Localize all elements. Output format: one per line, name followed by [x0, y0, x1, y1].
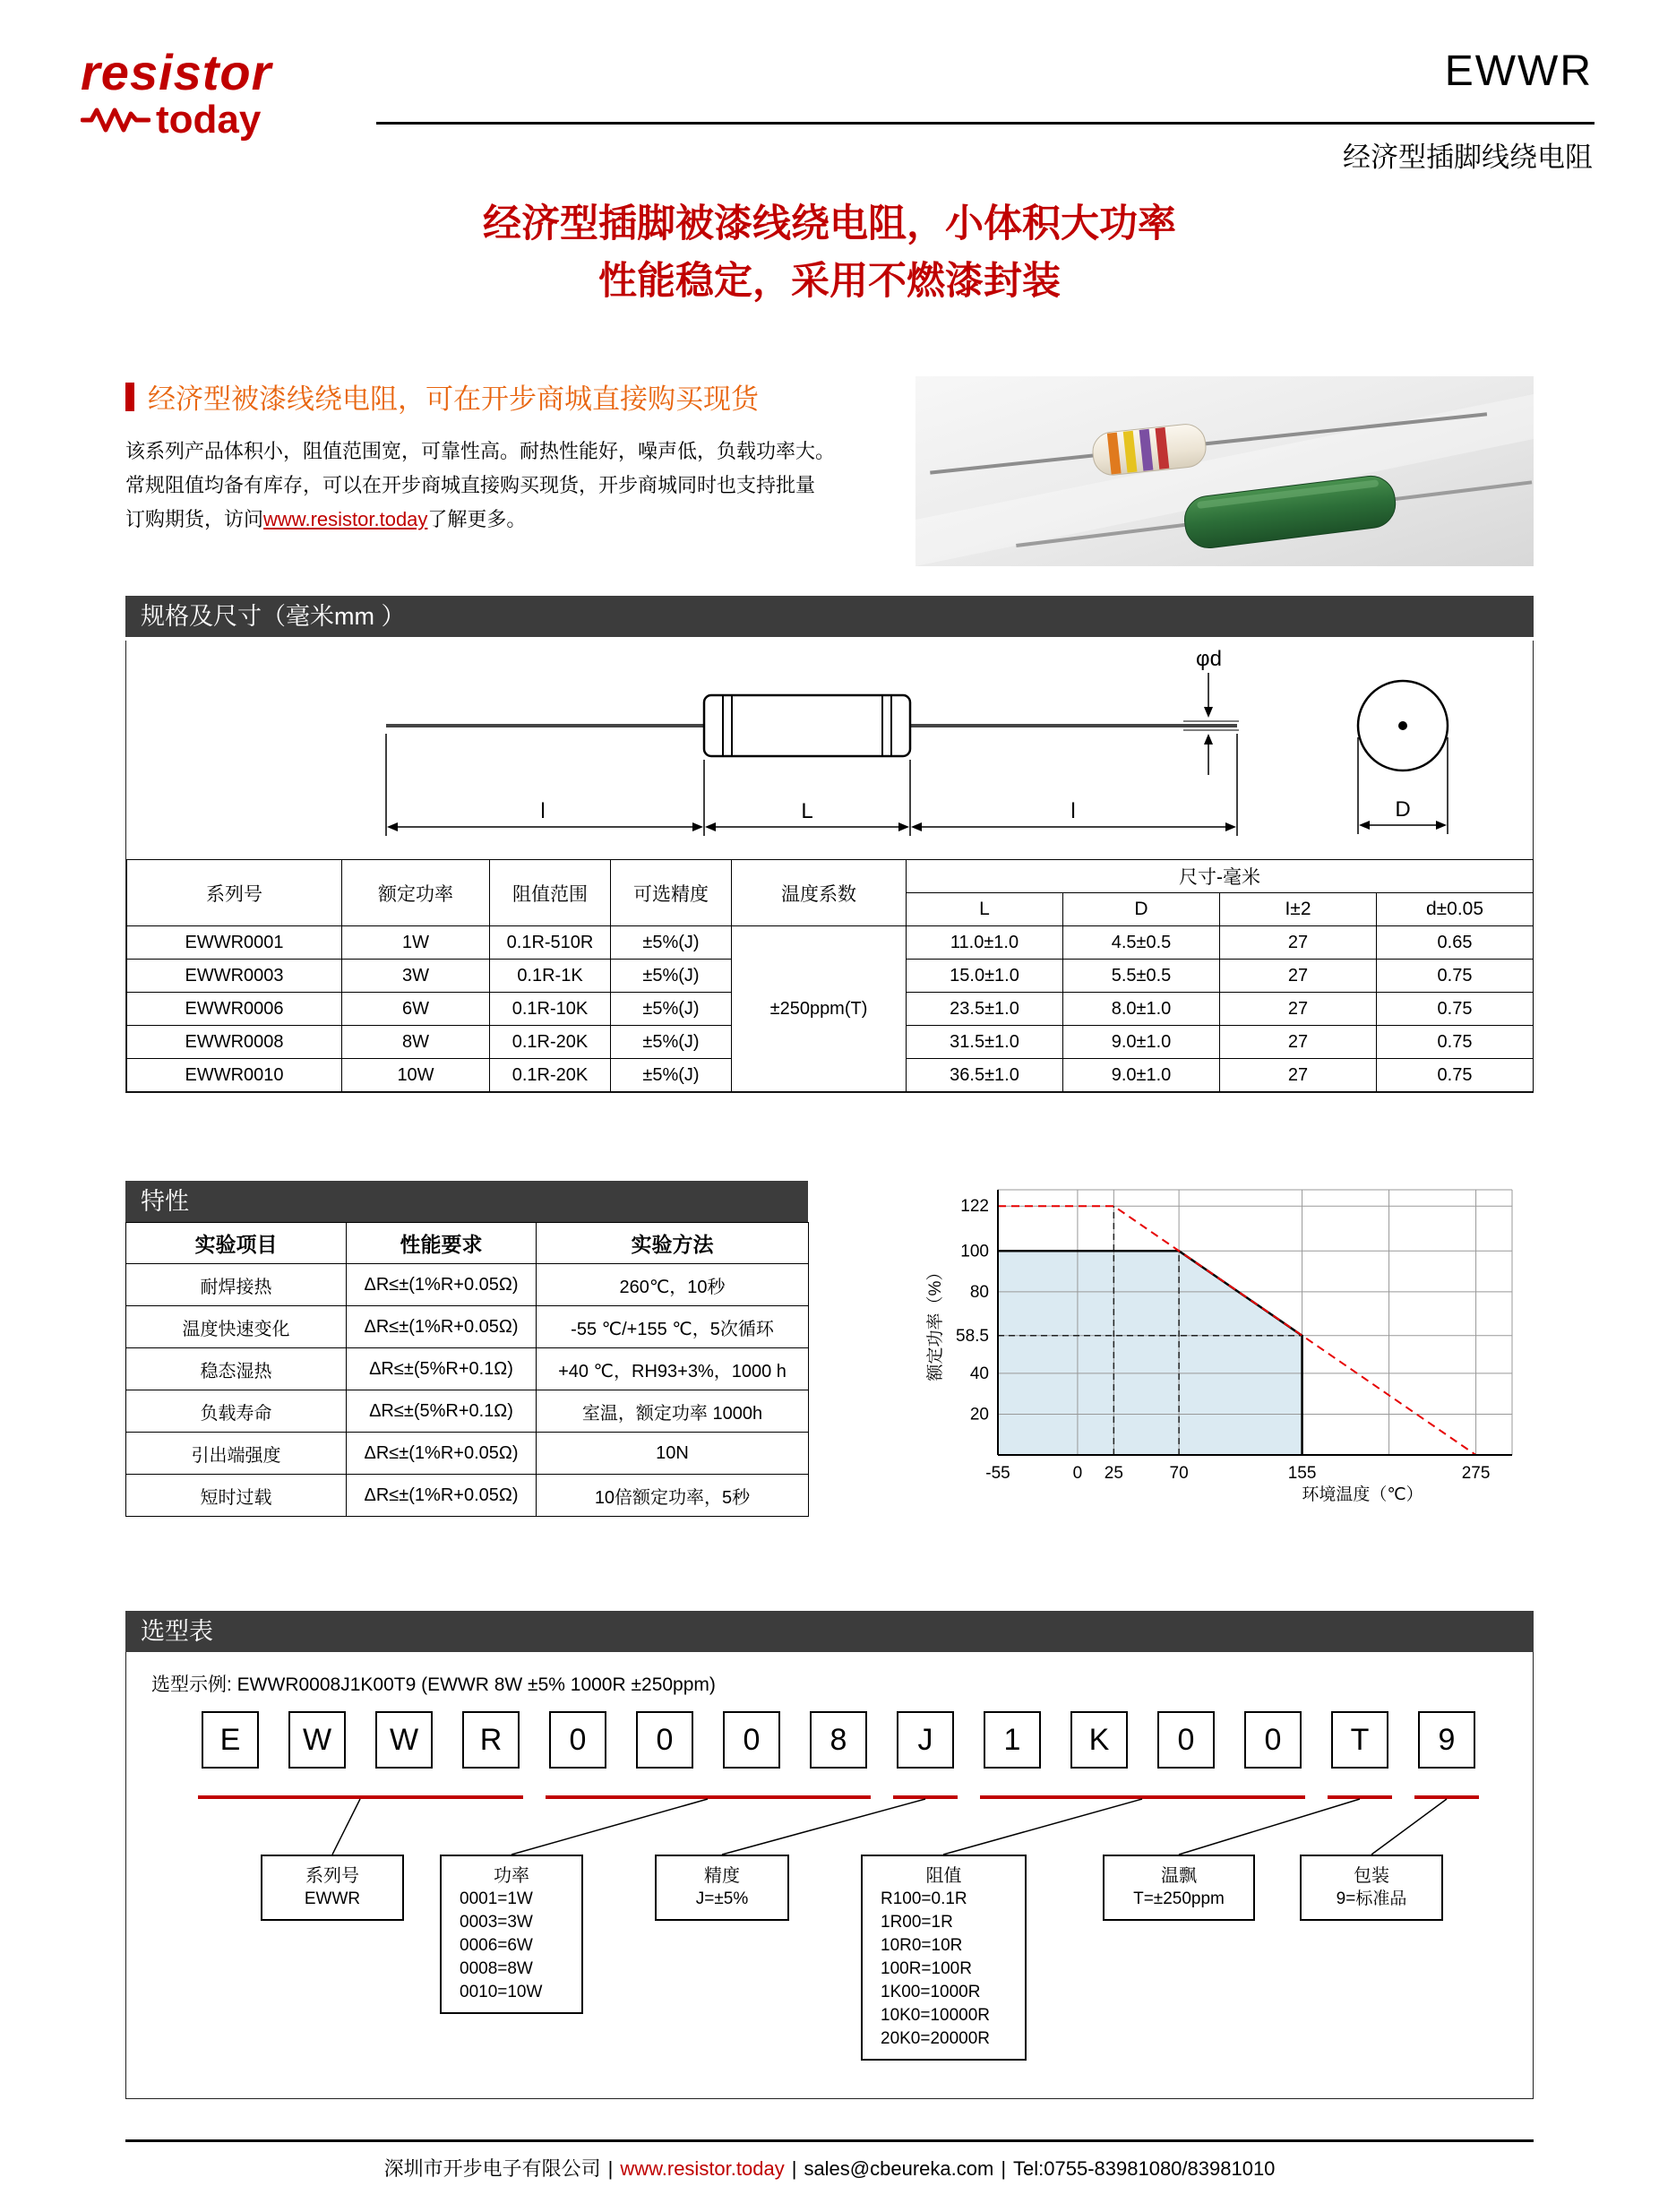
selection-box [125, 1652, 1534, 2099]
code-char-box: T [1331, 1711, 1388, 1769]
code-char-box: 8 [810, 1711, 867, 1769]
char-header-requirement: 性能要求 [347, 1223, 537, 1264]
tc-cell: ±250ppm(T) [732, 926, 907, 1092]
power-cell: 10W [342, 1059, 490, 1092]
footer-separator: | [791, 2157, 797, 2180]
spec-header-tc: 温度系数 [732, 860, 907, 926]
dim-I-cell: 27 [1220, 960, 1377, 993]
group-line: 0003=3W [460, 1913, 533, 1932]
char-row [126, 1390, 809, 1433]
body-length-label: L [801, 799, 813, 823]
code-char-box: W [375, 1711, 433, 1769]
lead-length-left-label: l [540, 799, 546, 823]
tolerance-cell: ±5%(J) [611, 993, 732, 1026]
spec-table [126, 859, 1534, 1092]
page-title [125, 195, 1534, 310]
product-model: EWWR [1444, 47, 1593, 95]
char-row [126, 1348, 809, 1390]
spec-header-dims: 尺寸-毫米 [907, 860, 1534, 893]
group-line: J=±5% [695, 1889, 749, 1908]
dim-d-cell: 0.65 [1377, 926, 1534, 960]
svg-text:40: 40 [969, 1364, 989, 1383]
code-char-box: K [1070, 1711, 1128, 1769]
dim-d-cell: 0.75 [1377, 993, 1534, 1026]
logo-text-resistor: resistor [81, 44, 272, 100]
char-row [126, 1475, 809, 1517]
char-item-cell: 稳态湿热 [126, 1348, 347, 1390]
code-char-box: 9 [1418, 1711, 1475, 1769]
char-row [126, 1264, 809, 1306]
part-number-diagram [144, 1711, 1515, 2080]
code-char-box: 0 [636, 1711, 693, 1769]
group-line: 0010=10W [460, 1983, 543, 2001]
spec-section-title: 规格及尺寸（毫米mm ） [125, 596, 1534, 637]
group-line: 1K00=1000R [881, 1983, 981, 2001]
lead-length-right-label: l [1070, 799, 1076, 823]
svg-text:25: 25 [1104, 1464, 1123, 1483]
char-header-method: 实验方法 [537, 1223, 809, 1264]
char-row [126, 1433, 809, 1475]
char-req-cell: ΔR≤±(1%R+0.05Ω) [347, 1306, 537, 1348]
code-char-box: 1 [984, 1711, 1041, 1769]
logo-text-today: today [156, 98, 262, 142]
footer-separator: | [607, 2157, 614, 2180]
char-method-cell: 260℃，10秒 [537, 1264, 809, 1306]
intro-line-3-pre: 订购期货，访问 [125, 508, 264, 530]
code-char-box: E [202, 1711, 259, 1769]
characteristics-section [125, 1181, 808, 1517]
svg-text:80: 80 [969, 1282, 989, 1302]
selection-section-title: 选型表 [125, 1611, 1534, 1652]
dim-D-cell: 4.5±0.5 [1063, 926, 1220, 960]
svg-text:70: 70 [1169, 1464, 1189, 1483]
dim-L-cell: 31.5±1.0 [907, 1026, 1063, 1059]
footer [0, 2154, 1659, 2182]
brand-logo [81, 44, 272, 142]
characteristics-section-title: 特性 [125, 1181, 808, 1222]
char-req-cell: ΔR≤±(1%R+0.05Ω) [347, 1264, 537, 1306]
char-req-cell: ΔR≤±(1%R+0.05Ω) [347, 1433, 537, 1475]
footer-company: 深圳市开步电子有限公司 [383, 2157, 601, 2180]
resistor-body-outline [704, 695, 910, 756]
code-char-box: R [462, 1711, 520, 1769]
svg-text:0: 0 [1072, 1464, 1083, 1483]
code-char-box: 0 [723, 1711, 780, 1769]
red-accent-bar [125, 383, 134, 411]
svg-text:-55: -55 [985, 1464, 1010, 1483]
header-divider [376, 122, 1595, 125]
dimension-diagram-svg [126, 641, 1533, 859]
tolerance-cell: ±5%(J) [611, 1059, 732, 1092]
code-char-box: 0 [1244, 1711, 1302, 1769]
char-item-cell: 温度快速变化 [126, 1306, 347, 1348]
power-cell: 3W [342, 960, 490, 993]
intro-heading-row [125, 376, 914, 417]
spec-box [125, 641, 1534, 1093]
footer-divider [125, 2139, 1534, 2142]
range-cell: 0.1R-20K [490, 1059, 611, 1092]
dim-d-cell: 0.75 [1377, 1026, 1534, 1059]
svg-text:20: 20 [969, 1405, 989, 1424]
group-line: 0006=6W [460, 1936, 533, 1955]
dim-d-cell: 0.75 [1377, 1059, 1534, 1092]
group-line: R100=0.1R [881, 1889, 967, 1908]
spec-header-I: I±2 [1220, 893, 1377, 926]
resistor-zigzag-icon [81, 107, 150, 133]
code-char-box: 0 [1157, 1711, 1215, 1769]
char-row [126, 1306, 809, 1348]
char-method-cell: 10N [537, 1433, 809, 1475]
dim-I-cell: 27 [1220, 1026, 1377, 1059]
power-cell: 6W [342, 993, 490, 1026]
dim-D-cell: 9.0±1.0 [1063, 1026, 1220, 1059]
code-char-box: W [288, 1711, 346, 1769]
intro-heading: 经济型被漆线绕电阻，可在开步商城直接购买现货 [148, 383, 759, 415]
group-line: EWWR [304, 1889, 361, 1908]
tolerance-cell: ±5%(J) [611, 960, 732, 993]
series-cell: EWWR0010 [127, 1059, 342, 1092]
svg-text:155: 155 [1287, 1464, 1317, 1483]
series-cell: EWWR0001 [127, 926, 342, 960]
char-header-item: 实验项目 [126, 1223, 347, 1264]
dim-I-cell: 27 [1220, 993, 1377, 1026]
svg-text:100: 100 [960, 1242, 989, 1261]
spec-header-power: 额定功率 [342, 860, 490, 926]
char-method-cell: -55 ℃/+155 ℃，5次循环 [537, 1306, 809, 1348]
intro-line-3-post: 了解更多。 [427, 508, 527, 530]
range-cell: 0.1R-20K [490, 1026, 611, 1059]
group-box-series [261, 1855, 404, 1921]
char-item-cell: 短时过载 [126, 1475, 347, 1517]
char-method-cell: 室温，额定功率 1000h [537, 1390, 809, 1433]
intro-section [125, 376, 1534, 566]
end-view-center-dot [1398, 721, 1407, 730]
group-line: 9=标准品 [1336, 1889, 1407, 1908]
group-label: 包装 [1354, 1866, 1389, 1886]
dim-D-cell: 8.0±1.0 [1063, 993, 1220, 1026]
group-label: 精度 [704, 1866, 740, 1886]
group-label: 阻值 [925, 1866, 962, 1886]
spec-header-L: L [907, 893, 1063, 926]
page-title-line1: 经济型插脚被漆线绕电阻，小体积大功率 [483, 202, 1176, 245]
range-cell: 0.1R-10K [490, 993, 611, 1026]
svg-text:122: 122 [960, 1197, 989, 1217]
code-char-box: 0 [549, 1711, 606, 1769]
group-line: 20K0=20000R [881, 2029, 991, 2048]
intro-paragraph [125, 435, 914, 537]
svg-text:环境温度（℃）: 环境温度（℃） [1302, 1485, 1423, 1504]
char-item-cell: 耐焊接热 [126, 1264, 347, 1306]
group-label: 温飘 [1161, 1866, 1197, 1886]
group-line: 1R00=1R [881, 1913, 953, 1932]
group-line: 10K0=10000R [881, 2006, 991, 2025]
power-cell: 1W [342, 926, 490, 960]
dim-I-cell: 27 [1220, 926, 1377, 960]
char-method-cell: 10倍额定功率，5秒 [537, 1475, 809, 1517]
intro-line-1: 该系列产品体积小，阻值范围宽，可靠性高。耐热性能好，噪声低，负载功率大。 [125, 440, 836, 462]
char-req-cell: ΔR≤±(5%R+0.1Ω) [347, 1390, 537, 1433]
char-req-cell: ΔR≤±(5%R+0.1Ω) [347, 1348, 537, 1390]
group-box-tc [1103, 1855, 1255, 1921]
svg-text:额定功率（%）: 额定功率（%） [926, 1263, 945, 1381]
dim-L-cell: 36.5±1.0 [907, 1059, 1063, 1092]
lead-diameter-label: φd [1196, 647, 1222, 671]
spec-header-D: D [1063, 893, 1220, 926]
derating-chart-svg [923, 1175, 1532, 1509]
footer-website-link[interactable]: www.resistor.today [620, 2157, 785, 2180]
footer-email-link[interactable]: sales@cbeureka.com [804, 2157, 994, 2180]
range-cell: 0.1R-1K [490, 960, 611, 993]
group-line: 0008=8W [460, 1959, 533, 1978]
dim-L-cell: 23.5±1.0 [907, 993, 1063, 1026]
group-box-resistance [861, 1855, 1027, 2061]
selection-section [125, 1611, 1534, 2099]
body-diameter-label: D [1395, 797, 1411, 822]
group-label: 系列号 [305, 1866, 359, 1886]
svg-text:275: 275 [1461, 1464, 1491, 1483]
range-cell: 0.1R-510R [490, 926, 611, 960]
derating-chart [923, 1175, 1532, 1509]
svg-text:58.5: 58.5 [956, 1326, 989, 1346]
product-subtitle: 经济型插脚线绕电阻 [1343, 142, 1593, 173]
series-cell: EWWR0003 [127, 960, 342, 993]
dim-D-cell: 5.5±0.5 [1063, 960, 1220, 993]
spec-section [125, 596, 1534, 1093]
intro-text-column [125, 376, 914, 566]
group-label: 功率 [494, 1866, 529, 1886]
char-item-cell: 负载寿命 [126, 1390, 347, 1433]
dim-D-cell: 9.0±1.0 [1063, 1059, 1220, 1092]
logo-text-today-row [81, 99, 271, 142]
group-line: 10R0=10R [881, 1936, 963, 1955]
group-box-tolerance [655, 1855, 789, 1921]
dim-d-cell: 0.75 [1377, 960, 1534, 993]
footer-separator: | [1001, 2157, 1007, 2180]
char-method-cell: +40 ℃，RH93+3%，1000 h [537, 1348, 809, 1390]
power-cell: 8W [342, 1026, 490, 1059]
series-cell: EWWR0008 [127, 1026, 342, 1059]
group-box-packaging [1300, 1855, 1443, 1921]
group-line: 0001=1W [460, 1889, 533, 1908]
product-photo [915, 376, 1534, 566]
dim-L-cell: 11.0±1.0 [907, 926, 1063, 960]
tolerance-cell: ±5%(J) [611, 1026, 732, 1059]
series-cell: EWWR0006 [127, 993, 342, 1026]
group-line: T=±250ppm [1133, 1889, 1225, 1908]
intro-line-2: 常规阻值均备有库存，可以在开步商城直接购买现货，开步商城同时也支持批量 [125, 474, 816, 496]
tolerance-cell: ±5%(J) [611, 926, 732, 960]
ordering-example: 选型示例: EWWR0008J1K00T9 (EWWR 8W ±5% 1000R ±250ppm) [151, 1674, 716, 1695]
spec-header-tolerance: 可选精度 [611, 860, 732, 926]
footer-tel: Tel:0755-83981080/83981010 [1013, 2157, 1276, 2180]
characteristics-table [125, 1222, 809, 1517]
group-box-power [440, 1855, 583, 2014]
code-char-box: J [897, 1711, 954, 1769]
dim-I-cell: 27 [1220, 1059, 1377, 1092]
spec-header-d: d±0.05 [1377, 893, 1534, 926]
char-item-cell: 引出端强度 [126, 1433, 347, 1475]
dim-L-cell: 15.0±1.0 [907, 960, 1063, 993]
resistor-today-link[interactable]: www.resistor.today [263, 508, 428, 530]
char-req-cell: ΔR≤±(1%R+0.05Ω) [347, 1475, 537, 1517]
spec-header-range: 阻值范围 [490, 860, 611, 926]
spec-row [127, 926, 1534, 960]
spec-header-series: 系列号 [127, 860, 342, 926]
page-title-line2: 性能稳定，采用不燃漆封装 [598, 260, 1061, 303]
group-line: 100R=100R [881, 1959, 972, 1978]
